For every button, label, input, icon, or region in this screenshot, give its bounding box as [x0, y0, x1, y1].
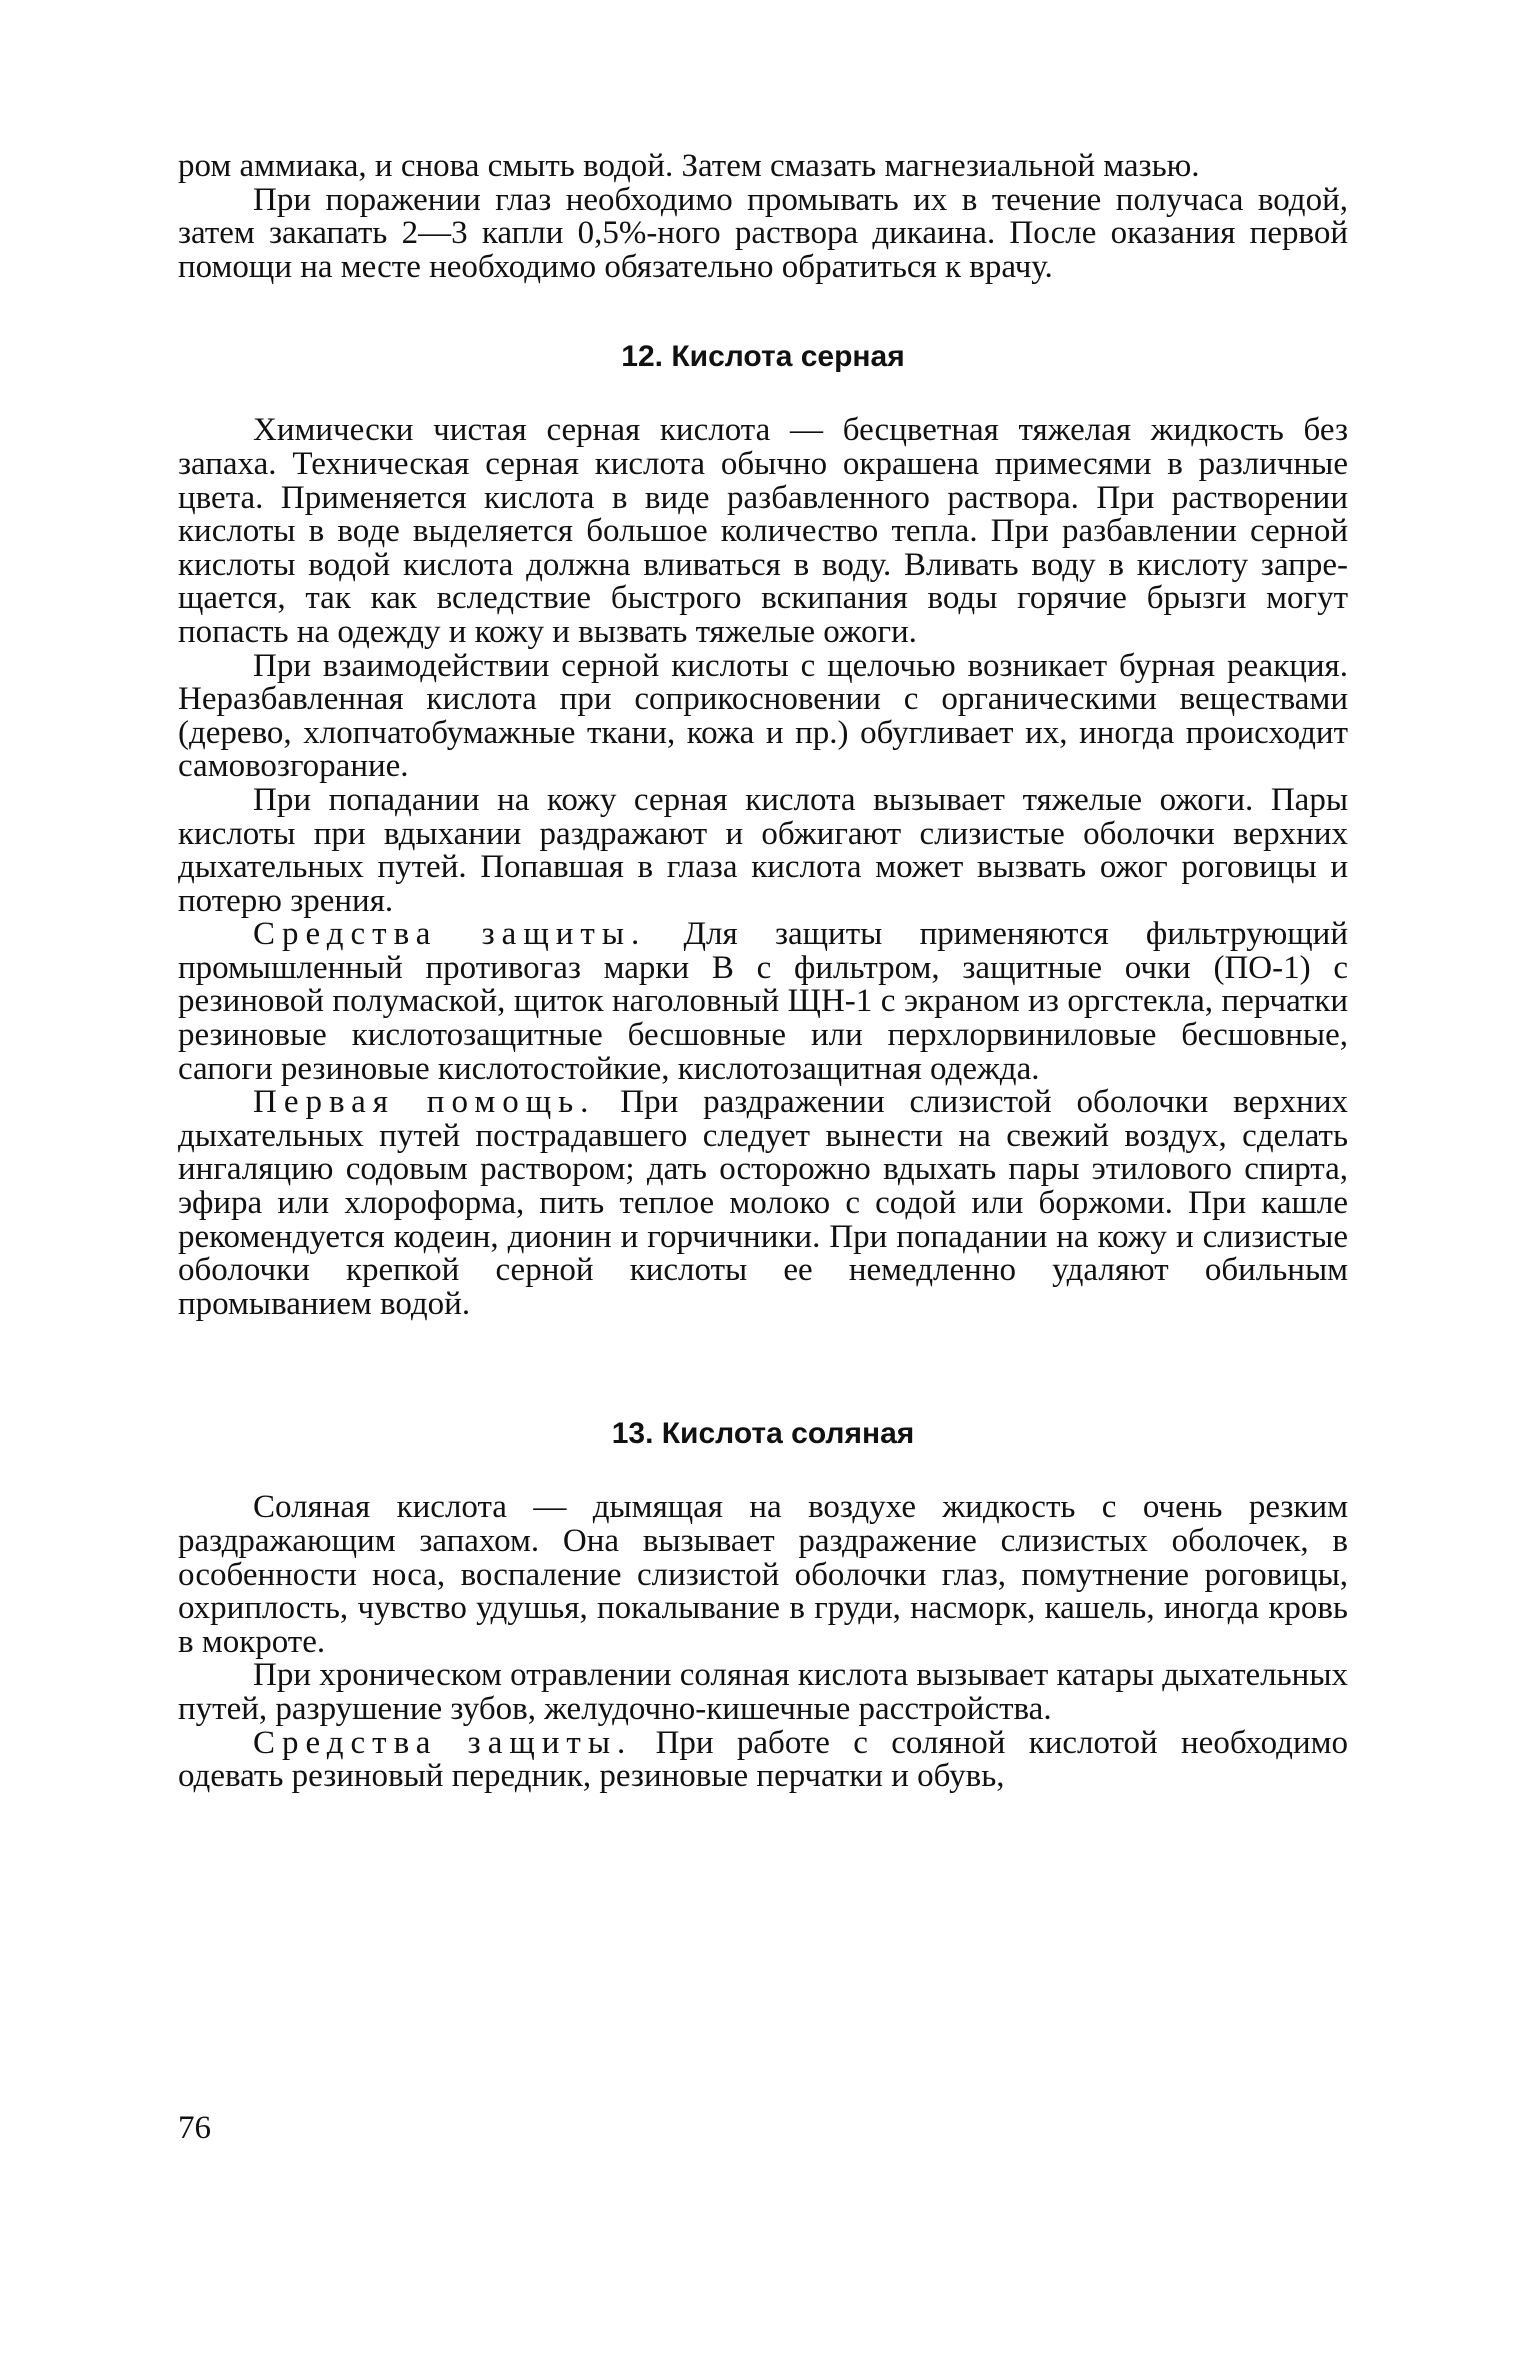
first-aid-label: Первая помощь. [253, 1084, 596, 1121]
page-number: 76 [178, 2110, 211, 2146]
sulfuric-acid-hazards: При попадании на кожу серная кислота вызывает тяжелые ожоги. Пары кислоты при вдыхании раздражают и обжигают слизистые оболочки верхних дыхательных путей. Попавшая в глаза кислота может вызвать ожог роговицы и потерю зрения. [178, 781, 1348, 919]
intro-paragraph-eye-injury: При поражении глаз необходимо промывать их в течение получаса водой, затем закапать 2—3 капли 0,5%-ного раствора дикаина. После оказания первой помощи на месте необходимо обязательно обратиться к врачу. [178, 181, 1348, 285]
sulfuric-acid-first-aid [178, 1086, 1348, 1321]
section-heading-sulfuric-acid: 12. Кислота серная [621, 340, 905, 374]
protection-text: Для защиты применяются фильтрующий промышленный противогаз марки В с фильтром, защитные очки (ПО-1) с резиновой полумаской, щиток наголовный ЩН-1 с экраном из оргстекла, перчатки резиновые кислотозащитные бесшовные или перхлорвиниловые бесшовные, сапоги резиновые кислотостойкие, кислотозащитная одежда. [178, 916, 1348, 1087]
hydrochloric-acid-description: Соляная кислота — дымящая на воздухе жидкость с очень резким раздражающим запахом. Она вызывает раздражение слизистых оболочек, в особенности носа, воспаление слизистой оболочки глаз, помутнение роговицы, охриплость, чувство удушья, покалывание в груди, насморк, кашель, иногда кровь в мокроте. [178, 1489, 1348, 1660]
page-body [178, 150, 1348, 1794]
intro-paragraph-continued: ром аммиака, и снова смыть водой. Затем смазать магнезиальной мазью. [178, 148, 1200, 184]
sulfuric-acid-reactions: При взаимодействии серной кислоты с щелочью возникает бурная реакция. Неразбавленная кислота при соприкосновении с органическими веществами (дерево, хлопчатобумажные ткани, кожа и пр.) обугливает их, иногда происходит самовозгорание. [178, 647, 1348, 785]
protection-text: При работе с соляной кислотой необходимо одевать резиновый передник, резиновые перчатки и обувь, [178, 1724, 1348, 1795]
section-heading-hydrochloric-acid: 13. Кислота соляная [611, 1417, 915, 1451]
protection-label: Средства защиты. [253, 916, 647, 953]
hydrochloric-acid-protection [178, 1724, 1348, 1795]
protection-label: Средства защиты. [253, 1724, 633, 1761]
first-aid-text: При раздражении слизистой оболочки верхних дыхательных путей пострадавшего следует вынести на свежий воздух, сделать ингаляцию содовым раствором; дать осторожно вдыхать пары этилового спирта, эфира или хлороформа, пить теплое молоко с содой или боржоми. При кашле рекомендуется кодеин, дионин и горчичники. При попадании на кожу и слизистые оболочки крепкой серной кислоты ее немедленно удаляют обильным промыванием водой. [178, 1084, 1349, 1322]
sulfuric-acid-protection [178, 918, 1348, 1086]
hydrochloric-acid-chronic: При хроническом отравлении соляная кислота вызывает катары дыхательных путей, разрушение зубов, желудочно-кишечные расстройства. [178, 1657, 1348, 1727]
sulfuric-acid-description: Химически чистая серная кислота — бесцветная тяжелая жидкость без запаха. Техническая серная кислота обычно окрашена примесями в различные цвета. Применяется кислота в виде разбавленного раствора. При растворении кислоты в воде выделяется большое количество тепла. При разбавлении серной кислоты водой кислота должна вливаться в воду. Вливать воду в кислоту запрещается, так как вследствие быстрого вскипания воды горячие брызги могут попасть на одежду и кожу и вызвать тяжелые ожоги. [178, 412, 1348, 650]
